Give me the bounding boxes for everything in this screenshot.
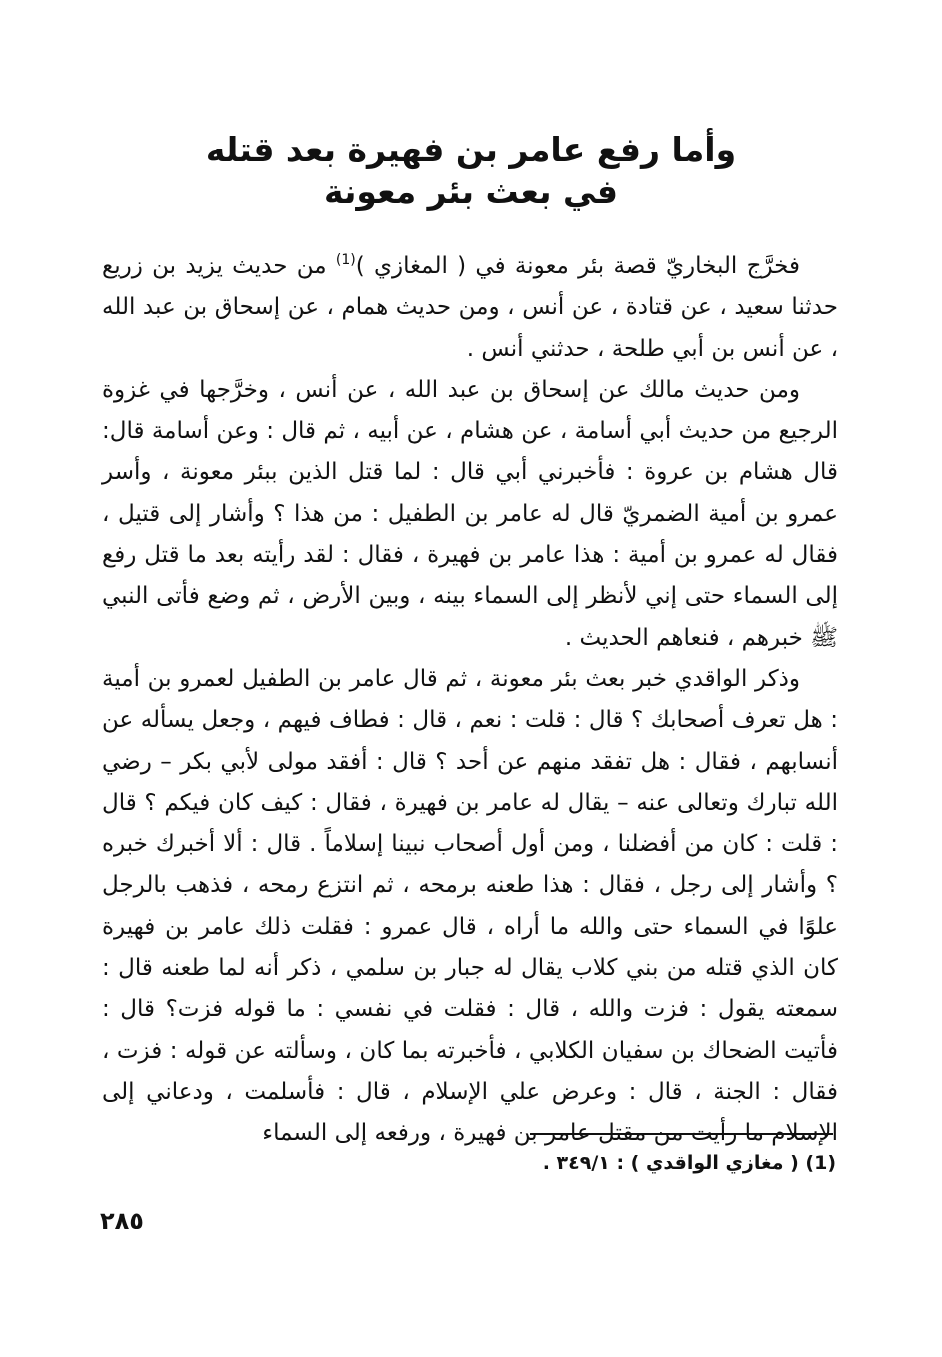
paragraph-1 [102, 240, 838, 370]
footnote-divider [530, 1133, 833, 1135]
body-text [102, 240, 838, 1155]
chapter-title-line-1: وأما رفع عامر بن فهيرة بعد قتله [205, 130, 737, 169]
paragraph-3: وذكر الواقدي خبر بعث بئر معونة ، ثم قال عامر بن الطفيل لعمرو بن أمية : هل تعرف أصحابك ؟ قال : قلت : نعم ، قال : فطاف فيهم ، وجعل يسأله عن أنسابهم ، فقال : هل تفقد منهم عن أحد ؟ قال : أفقد مولى لأبي بكر – رضي الله تبارك وتعالى عنه – يقال له عامر بن فهيرة ، فقال : كيف كان فيكم ؟ قال : قلت : كان من أفضلنا ، ومن أول أصحاب نبينا إسلاماً . قال : ألا أخبرك خبره ؟ وأشار إلى رجل ، فقال : هذا طعنه برمحه ، ثم انتزع رمحه ، فذهب بالرجل علوًا في السماء حتى والله ما أراه ، قال عمرو : فقلت ذلك عامر بن فهيرة كان الذي قتله من بني كلاب يقال له جبار بن سلمي ، ذكر أنه لما طعنه قال : سمعته يقول : فزت والله ، قال : فقلت في نفسي : ما قوله فزت؟ قال : فأتيت الضحاك بن سفيان الكلابي ، فأخبرته بما كان ، وسألته عن قوله : فزت ، فقال : الجنة ، قال : وعرض علي الإسلام ، قال : فأسلمت ، ودعاني إلى الإسلام ما رأيت من مقتل عامر بن فهيرة ، ورفعه إلى السماء [102, 665, 838, 1147]
footnote-reference: (1) [335, 252, 356, 268]
footnote: (1) ( مغازي الواقدي ) : ٣٤٩/١ . [542, 1152, 836, 1174]
page-number: ٢٨٥ [100, 1207, 144, 1235]
paragraph-1-text-a: فخرَّج البخاريّ قصة بئر معونة في ( المغازي ) [355, 253, 800, 279]
chapter-title-line-2: في بعث بئر معونة [324, 172, 618, 211]
paragraph-2: ومن حديث مالك عن إسحاق بن عبد الله ، عن أنس ، وخرَّجها في غزوة الرجيع من حديث أبي أسامة ، عن هشام ، عن أبيه ، ثم قال : وعن أسامة قال: قال هشام بن عروة : فأخبرني أبي قال : لما قتل الذين ببئر معونة ، وأسر عمرو بن أمية الضمريّ قال له عامر بن الطفيل : من هذا ؟ وأشار إلى قتيل ، فقال له عمرو بن أمية : هذا عامر بن فهيرة ، فقال : لقد رأيته بعد ما قتل رفع إلى السماء حتى إني لأنظر إلى السماء بينه ، وبين الأرض ، ثم وضع فأتى النبي ﷺ خبرهم ، فنعاهم الحديث . [102, 376, 838, 651]
paragraph-1-text-b: من حديث يزيد بن زريع حدثنا سعيد ، عن قتادة ، عن أنس ، ومن حديث همام ، عن إسحاق بن عبد الله ، عن أنس بن أبي طلحة ، حدثني أنس . [102, 253, 838, 362]
